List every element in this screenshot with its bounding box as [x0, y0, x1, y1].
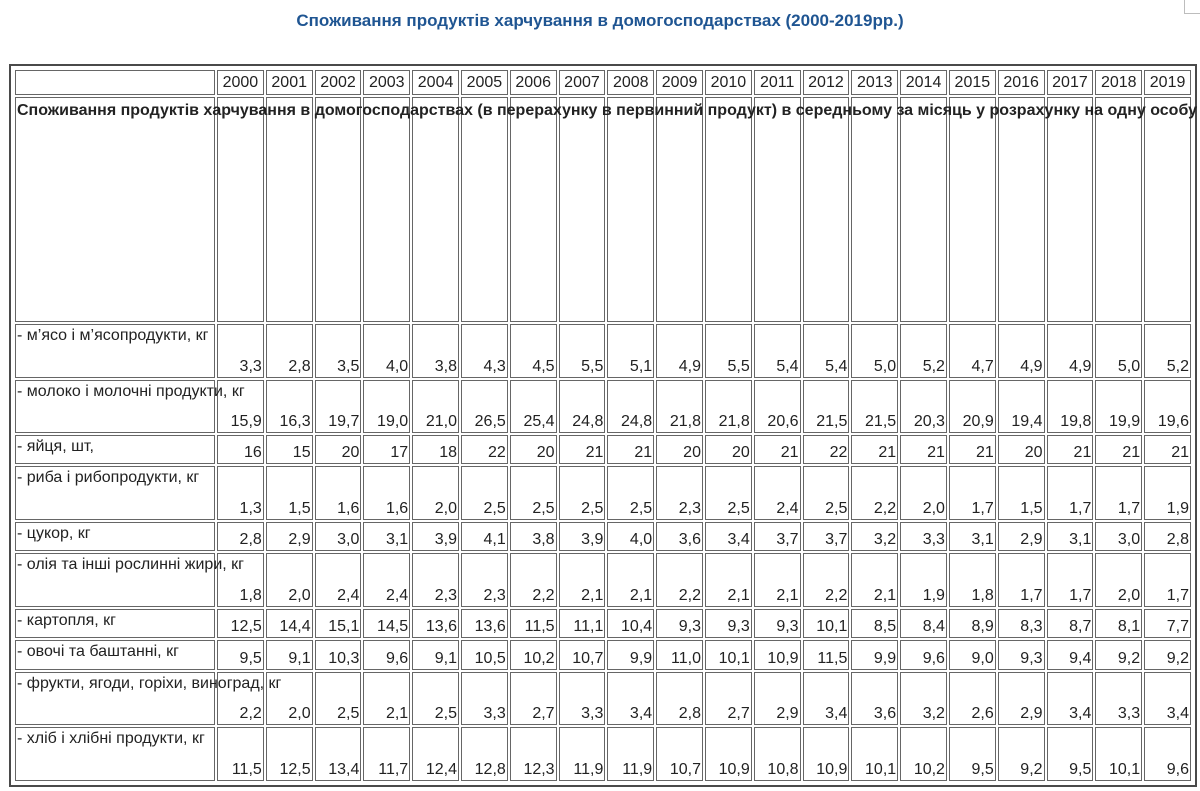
value-cell: 10,2: [900, 727, 947, 781]
empty-cell: [803, 97, 850, 322]
year-header: 2013: [851, 70, 898, 95]
value-cell: 10,9: [803, 727, 850, 781]
value-cell: 19,9: [1095, 380, 1142, 434]
value-cell: 3,9: [412, 522, 459, 551]
value-cell: 1,7: [1047, 466, 1094, 520]
value-cell: 19,0: [363, 380, 410, 434]
value-cell: 2,2: [510, 553, 557, 607]
value-cell: 19,7: [315, 380, 362, 434]
empty-cell: [1144, 97, 1191, 322]
value-cell: 2,3: [461, 553, 508, 607]
empty-cell: [412, 97, 459, 322]
value-cell: 2,5: [461, 466, 508, 520]
value-cell: 2,0: [266, 672, 313, 726]
value-cell: 21,8: [656, 380, 703, 434]
value-cell: 3,4: [1047, 672, 1094, 726]
value-cell: 4,9: [1047, 324, 1094, 378]
table-row: [15, 466, 1191, 520]
value-cell: 10,7: [656, 727, 703, 781]
year-header: 2001: [266, 70, 313, 95]
value-cell: 9,2: [998, 727, 1045, 781]
value-cell: 11,5: [217, 727, 264, 781]
value-cell: 3,6: [656, 522, 703, 551]
year-header: 2019: [1144, 70, 1191, 95]
value-cell: 20: [315, 435, 362, 464]
value-cell: 3,3: [461, 672, 508, 726]
value-cell: 21,8: [705, 380, 752, 434]
value-cell: 11,5: [510, 609, 557, 638]
value-cell: 3,2: [900, 672, 947, 726]
value-cell: 13,6: [412, 609, 459, 638]
header-row: [15, 70, 1191, 95]
value-cell: 11,9: [607, 727, 654, 781]
year-header: 2012: [803, 70, 850, 95]
value-cell: 24,8: [559, 380, 606, 434]
value-cell: 3,6: [851, 672, 898, 726]
value-cell: 8,4: [900, 609, 947, 638]
value-cell: 19,4: [998, 380, 1045, 434]
row-label: - риба і рибопродукти, кг: [15, 466, 215, 520]
value-cell: 20: [510, 435, 557, 464]
value-cell: 10,3: [315, 640, 362, 669]
value-cell: 1,7: [1047, 553, 1094, 607]
value-cell: 8,7: [1047, 609, 1094, 638]
value-cell: 2,5: [412, 672, 459, 726]
year-header: 2014: [900, 70, 947, 95]
value-cell: 9,9: [851, 640, 898, 669]
value-cell: 9,9: [607, 640, 654, 669]
value-cell: 21: [900, 435, 947, 464]
empty-cell: [461, 97, 508, 322]
value-cell: 3,5: [315, 324, 362, 378]
value-cell: 16,3: [266, 380, 313, 434]
empty-cell: [754, 97, 801, 322]
year-header: 2002: [315, 70, 362, 95]
value-cell: 2,4: [754, 466, 801, 520]
value-cell: 10,2: [510, 640, 557, 669]
empty-cell: [949, 97, 996, 322]
value-cell: 11,0: [656, 640, 703, 669]
value-cell: 1,8: [949, 553, 996, 607]
value-cell: 2,5: [510, 466, 557, 520]
year-header: 2016: [998, 70, 1045, 95]
table-row: [15, 672, 1191, 726]
value-cell: 3,3: [1095, 672, 1142, 726]
value-cell: 9,3: [998, 640, 1045, 669]
value-cell: 3,7: [754, 522, 801, 551]
value-cell: 2,8: [266, 324, 313, 378]
value-cell: 2,8: [217, 522, 264, 551]
value-cell: 9,6: [900, 640, 947, 669]
empty-cell: [998, 97, 1045, 322]
value-cell: 5,2: [900, 324, 947, 378]
value-cell: 14,4: [266, 609, 313, 638]
value-cell: 10,5: [461, 640, 508, 669]
row-label: - овочі та баштанні, кг: [15, 640, 215, 669]
value-cell: 3,3: [217, 324, 264, 378]
value-cell: 3,8: [510, 522, 557, 551]
value-cell: 11,7: [363, 727, 410, 781]
value-cell: 2,0: [412, 466, 459, 520]
value-cell: 21: [754, 435, 801, 464]
value-cell: 20,3: [900, 380, 947, 434]
row-label: - цукор, кг: [15, 522, 215, 551]
row-label: - фрукти, ягоди, горіхи, виноград, кг: [15, 672, 215, 726]
value-cell: 3,2: [851, 522, 898, 551]
empty-cell: [1095, 97, 1142, 322]
value-cell: 15,9: [217, 380, 264, 434]
value-cell: 3,4: [705, 522, 752, 551]
value-cell: 9,2: [1144, 640, 1191, 669]
value-cell: 9,1: [412, 640, 459, 669]
value-cell: 21,5: [803, 380, 850, 434]
value-cell: 7,7: [1144, 609, 1191, 638]
value-cell: 1,7: [949, 466, 996, 520]
table-row: [15, 522, 1191, 551]
value-cell: 4,5: [510, 324, 557, 378]
year-header: 2011: [754, 70, 801, 95]
value-cell: 11,1: [559, 609, 606, 638]
value-cell: 4,0: [607, 522, 654, 551]
scrollbar-corner: [1184, 0, 1200, 14]
value-cell: 2,1: [705, 553, 752, 607]
value-cell: 9,0: [949, 640, 996, 669]
value-cell: 4,1: [461, 522, 508, 551]
value-cell: 9,6: [363, 640, 410, 669]
value-cell: 9,2: [1095, 640, 1142, 669]
year-header: 2009: [656, 70, 703, 95]
value-cell: 8,1: [1095, 609, 1142, 638]
empty-cell: [217, 97, 264, 322]
value-cell: 13,4: [315, 727, 362, 781]
value-cell: 10,1: [851, 727, 898, 781]
value-cell: 10,1: [1095, 727, 1142, 781]
value-cell: 5,5: [705, 324, 752, 378]
value-cell: 1,5: [998, 466, 1045, 520]
value-cell: 2,7: [705, 672, 752, 726]
value-cell: 2,0: [266, 553, 313, 607]
value-cell: 10,9: [705, 727, 752, 781]
empty-cell: [851, 97, 898, 322]
value-cell: 2,3: [412, 553, 459, 607]
value-cell: 9,5: [1047, 727, 1094, 781]
row-label: - молоко і молочні продукти, кг: [15, 380, 215, 434]
value-cell: 12,8: [461, 727, 508, 781]
value-cell: 4,7: [949, 324, 996, 378]
value-cell: 21,0: [412, 380, 459, 434]
value-cell: 16: [217, 435, 264, 464]
table-row: [15, 324, 1191, 378]
year-header: 2008: [607, 70, 654, 95]
value-cell: 8,5: [851, 609, 898, 638]
value-cell: 26,5: [461, 380, 508, 434]
value-cell: 1,6: [363, 466, 410, 520]
value-cell: 2,1: [559, 553, 606, 607]
value-cell: 9,3: [705, 609, 752, 638]
value-cell: 4,0: [363, 324, 410, 378]
value-cell: 1,7: [1144, 553, 1191, 607]
value-cell: 10,9: [754, 640, 801, 669]
value-cell: 10,4: [607, 609, 654, 638]
year-header: 2015: [949, 70, 996, 95]
empty-cell: [363, 97, 410, 322]
value-cell: 3,3: [900, 522, 947, 551]
value-cell: 9,3: [656, 609, 703, 638]
value-cell: 3,1: [949, 522, 996, 551]
value-cell: 1,3: [217, 466, 264, 520]
value-cell: 3,0: [315, 522, 362, 551]
value-cell: 2,8: [656, 672, 703, 726]
value-cell: 1,6: [315, 466, 362, 520]
value-cell: 1,7: [998, 553, 1045, 607]
value-cell: 5,0: [851, 324, 898, 378]
year-header: 2010: [705, 70, 752, 95]
value-cell: 5,5: [559, 324, 606, 378]
value-cell: 21: [559, 435, 606, 464]
table-row: [15, 435, 1191, 464]
value-cell: 2,2: [803, 553, 850, 607]
value-cell: 21: [949, 435, 996, 464]
header-corner-cell: [15, 70, 215, 95]
value-cell: 20: [656, 435, 703, 464]
empty-cell: [705, 97, 752, 322]
table-frame: [9, 64, 1197, 787]
year-header: 2006: [510, 70, 557, 95]
value-cell: 25,4: [510, 380, 557, 434]
value-cell: 2,5: [803, 466, 850, 520]
value-cell: 2,3: [656, 466, 703, 520]
value-cell: 10,8: [754, 727, 801, 781]
value-cell: 14,5: [363, 609, 410, 638]
value-cell: 1,8: [217, 553, 264, 607]
value-cell: 3,3: [559, 672, 606, 726]
year-header: 2017: [1047, 70, 1094, 95]
value-cell: 21: [1144, 435, 1191, 464]
value-cell: 2,2: [217, 672, 264, 726]
year-header: 2004: [412, 70, 459, 95]
empty-cell: [559, 97, 606, 322]
value-cell: 2,9: [998, 672, 1045, 726]
value-cell: 2,5: [607, 466, 654, 520]
value-cell: 24,8: [607, 380, 654, 434]
row-label: - картопля, кг: [15, 609, 215, 638]
value-cell: 20: [998, 435, 1045, 464]
row-label: - яйця, шт,: [15, 435, 215, 464]
year-header: 2007: [559, 70, 606, 95]
value-cell: 20,9: [949, 380, 996, 434]
table-row: [15, 727, 1191, 781]
page-title: Споживання продуктів харчування в домогосподарствах (2000-2019рр.): [296, 11, 904, 30]
value-cell: 20,6: [754, 380, 801, 434]
value-cell: 21: [607, 435, 654, 464]
value-cell: 4,9: [998, 324, 1045, 378]
value-cell: 3,7: [803, 522, 850, 551]
value-cell: 2,6: [949, 672, 996, 726]
value-cell: 13,6: [461, 609, 508, 638]
year-header: 2018: [1095, 70, 1142, 95]
table-row: [15, 553, 1191, 607]
value-cell: 9,3: [754, 609, 801, 638]
value-cell: 2,5: [705, 466, 752, 520]
value-cell: 11,5: [803, 640, 850, 669]
table-row: [15, 380, 1191, 434]
value-cell: 4,3: [461, 324, 508, 378]
value-cell: 17: [363, 435, 410, 464]
value-cell: 11,9: [559, 727, 606, 781]
value-cell: 3,1: [363, 522, 410, 551]
value-cell: 1,5: [266, 466, 313, 520]
value-cell: 22: [461, 435, 508, 464]
value-cell: 5,0: [1095, 324, 1142, 378]
row-label: - хліб і хлібні продукти, кг: [15, 727, 215, 781]
value-cell: 12,4: [412, 727, 459, 781]
value-cell: 21,5: [851, 380, 898, 434]
value-cell: 2,1: [607, 553, 654, 607]
value-cell: 21: [1095, 435, 1142, 464]
value-cell: 19,6: [1144, 380, 1191, 434]
value-cell: 22: [803, 435, 850, 464]
year-header: 2000: [217, 70, 264, 95]
value-cell: 2,0: [900, 466, 947, 520]
empty-cell: [607, 97, 654, 322]
consumption-table: [13, 68, 1198, 783]
value-cell: 20: [705, 435, 752, 464]
value-cell: 3,1: [1047, 522, 1094, 551]
value-cell: 12,5: [266, 727, 313, 781]
description-row: [15, 97, 1191, 322]
value-cell: 2,4: [315, 553, 362, 607]
empty-cell: [900, 97, 947, 322]
value-cell: 8,9: [949, 609, 996, 638]
value-cell: 3,0: [1095, 522, 1142, 551]
value-cell: 3,4: [1144, 672, 1191, 726]
value-cell: 10,1: [803, 609, 850, 638]
value-cell: 9,5: [217, 640, 264, 669]
value-cell: 4,9: [656, 324, 703, 378]
value-cell: 12,5: [217, 609, 264, 638]
value-cell: 9,6: [1144, 727, 1191, 781]
value-cell: 5,2: [1144, 324, 1191, 378]
value-cell: 3,9: [559, 522, 606, 551]
value-cell: 19,8: [1047, 380, 1094, 434]
value-cell: 10,1: [705, 640, 752, 669]
value-cell: 2,4: [363, 553, 410, 607]
value-cell: 2,2: [656, 553, 703, 607]
value-cell: 2,7: [510, 672, 557, 726]
value-cell: 9,4: [1047, 640, 1094, 669]
empty-cell: [656, 97, 703, 322]
value-cell: 2,1: [754, 553, 801, 607]
value-cell: 3,4: [803, 672, 850, 726]
value-cell: 5,1: [607, 324, 654, 378]
value-cell: 5,4: [754, 324, 801, 378]
value-cell: 15: [266, 435, 313, 464]
value-cell: 2,5: [559, 466, 606, 520]
value-cell: 2,1: [851, 553, 898, 607]
empty-cell: [266, 97, 313, 322]
value-cell: 2,8: [1144, 522, 1191, 551]
empty-cell: [510, 97, 557, 322]
empty-cell: [1047, 97, 1094, 322]
table-row: [15, 609, 1191, 638]
value-cell: 2,9: [754, 672, 801, 726]
value-cell: 1,9: [1144, 466, 1191, 520]
value-cell: 18: [412, 435, 459, 464]
value-cell: 2,2: [851, 466, 898, 520]
value-cell: 2,9: [998, 522, 1045, 551]
empty-cell: [315, 97, 362, 322]
value-cell: 2,1: [363, 672, 410, 726]
value-cell: 3,4: [607, 672, 654, 726]
value-cell: 1,9: [900, 553, 947, 607]
value-cell: 21: [851, 435, 898, 464]
value-cell: 10,7: [559, 640, 606, 669]
value-cell: 9,5: [949, 727, 996, 781]
value-cell: 8,3: [998, 609, 1045, 638]
value-cell: 2,0: [1095, 553, 1142, 607]
year-header: 2003: [363, 70, 410, 95]
table-row: [15, 640, 1191, 669]
value-cell: 9,1: [266, 640, 313, 669]
table-description: Споживання продуктів харчування в домогосподарствах (в перерахунку в первинний продукт) в середньому за місяць у розрахунку на одну особу: [15, 97, 215, 322]
value-cell: 2,9: [266, 522, 313, 551]
value-cell: 1,7: [1095, 466, 1142, 520]
value-cell: 5,4: [803, 324, 850, 378]
value-cell: 3,8: [412, 324, 459, 378]
value-cell: 2,5: [315, 672, 362, 726]
value-cell: 15,1: [315, 609, 362, 638]
value-cell: 12,3: [510, 727, 557, 781]
value-cell: 21: [1047, 435, 1094, 464]
year-header: 2005: [461, 70, 508, 95]
row-label: - олія та інші рослинні жири, кг: [15, 553, 215, 607]
row-label: - м’ясо і м’ясопродукти, кг: [15, 324, 215, 378]
